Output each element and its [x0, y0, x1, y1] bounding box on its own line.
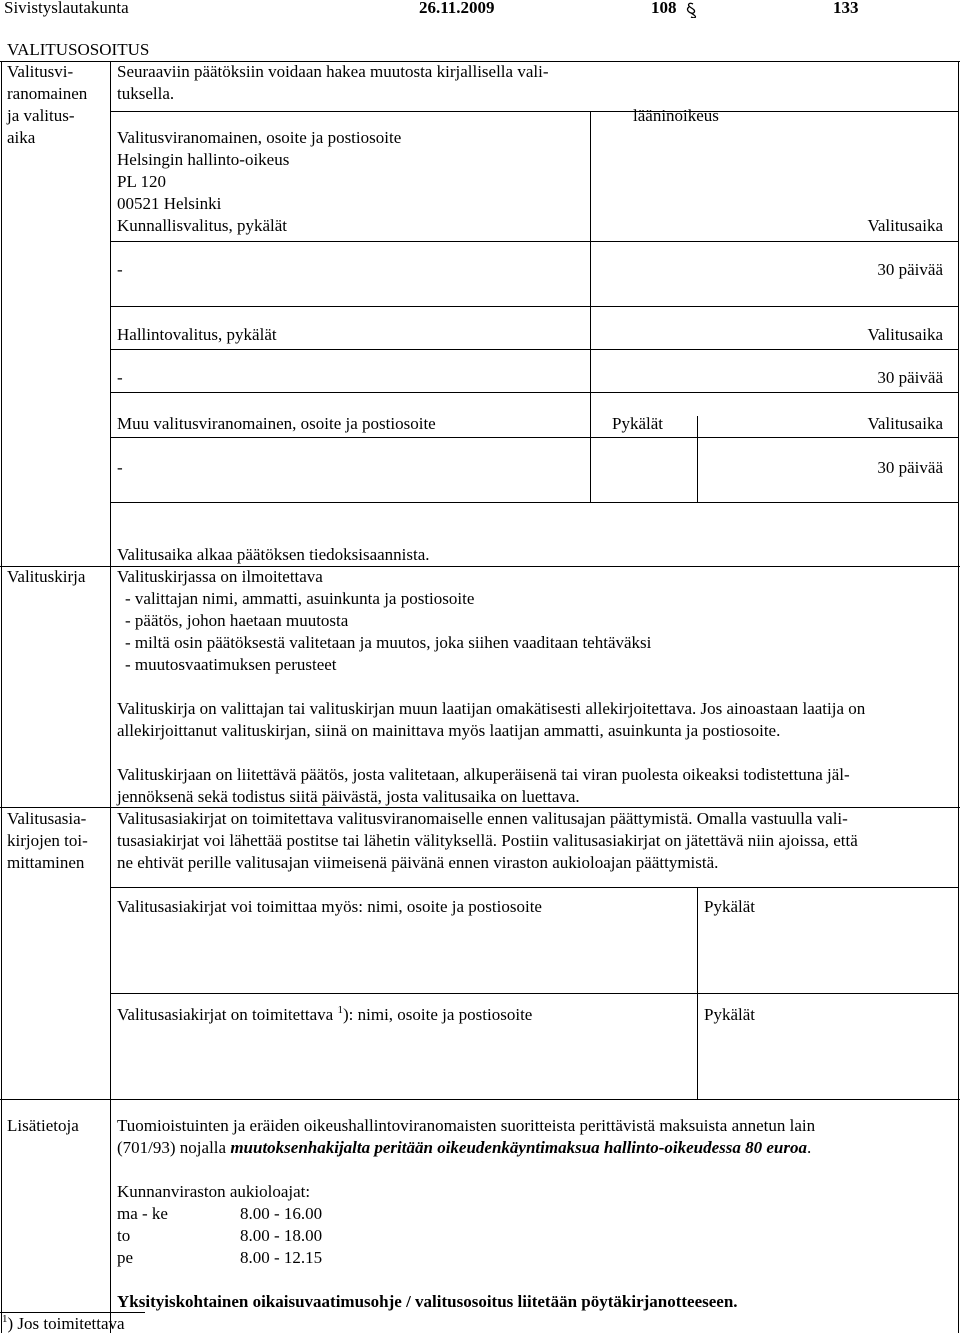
ohje-notice: Yksityiskohtainen oikaisuvaatimusohje / valitusosoitus liitetään pöytäkirjanotteeseen. [117, 1292, 738, 1311]
voi-toimittaa-pykalat: Pykälät [704, 897, 755, 916]
valituskirja-para1-line2: allekirjoittanut valituskirjan, siinä on mainittava myös laatijan ammatti, asuinkunta ja postiosoite. [117, 721, 781, 740]
muu-valitusaika-label: Valitusaika [867, 414, 943, 433]
hallinto-days: 30 päivää [877, 368, 943, 387]
rule-hallinto-bottom [110, 392, 958, 393]
toimittaminen-line3: ne ehtivät perille valitusajan viimeisenä päivänä ennen viraston aukioloajan päättymistä. [117, 853, 719, 872]
valituskirja-item-1: - valittajan nimi, ammatti, asuinkunta ja postiosoite [125, 589, 475, 608]
rule-muu-bottom [110, 502, 958, 503]
rule-section-3 [0, 807, 960, 808]
valitusaika-alkaa-note: Valitusaika alkaa päätöksen tiedoksisaannista. [117, 545, 430, 564]
s2-label: Valituskirja [7, 567, 86, 586]
s1-intro-line1: Seuraaviin päätöksiin voidaan hakea muutosta kirjallisella vali- [117, 62, 549, 81]
section-sign-icon [684, 2, 698, 18]
muu-days: 30 päivää [877, 458, 943, 477]
rule-kunnallis-bottom [110, 306, 958, 307]
s1-label-2: ranomainen [7, 84, 88, 103]
column-divider-inner [590, 111, 591, 502]
laaninoikeus-label: lääninoikeus [633, 106, 719, 125]
s3-label-3: mittaminen [7, 853, 85, 872]
hours-time-2: 8.00 - 18.00 [240, 1226, 323, 1245]
footnote-ref: 1 [337, 1004, 343, 1016]
header-org: Sivistyslautakunta [4, 0, 129, 17]
column-divider-s3 [697, 887, 698, 1099]
lisatietoja-line2: (701/93) nojalla muutoksenhakijalta peritään oikeudenkäyntimaksua hallinto-oikeudessa 80 euroa. [117, 1138, 812, 1157]
muu-pykalat-label: Pykälät [612, 414, 663, 433]
s3-label-2: kirjojen toi- [7, 831, 88, 850]
frame-right [958, 61, 959, 1333]
valituskirja-item-3: - miltä osin päätöksestä valitetaan ja muutos, joka siihen vaaditaan tehtäväksi [125, 633, 652, 652]
valituskirja-para2-line1: Valituskirjaan on liitettävä päätös, josta valitetaan, alkuperäisenä tai viran puolesta oikeaksi todistettuna jäl- [117, 765, 850, 784]
s4-label: Lisätietoja [7, 1116, 79, 1135]
footnote-rule [0, 1312, 145, 1313]
valituskirja-para1-line1: Valituskirja on valittajan tai valituskirjan muun laatijan omakätisesti allekirjoitettava. Jos ainoastaan laatija on [117, 699, 866, 718]
on-toimitettava-label: Valitusasiakirjat on toimitettava $^1$): nimi, osoite ja postiosoite [117, 1004, 533, 1024]
authority-name: Helsingin hallinto-oikeus [117, 150, 290, 169]
hours-time-3: 8.00 - 12.15 [240, 1248, 323, 1267]
rule-hallinto [110, 349, 958, 350]
hours-time-1: 8.00 - 16.00 [240, 1204, 323, 1223]
rule-voi [110, 887, 958, 888]
page-title: VALITUSOSOITUS [7, 40, 150, 59]
rule-kunnallis [110, 241, 958, 242]
voi-toimittaa-label: Valitusasiakirjat voi toimittaa myös: nimi, osoite ja postiosoite [117, 897, 542, 916]
frame-left [1, 61, 2, 1333]
hours-day-3: pe [117, 1248, 134, 1267]
kunnallis-valitusaika-label: Valitusaika [867, 216, 943, 235]
aukioloajat-title: Kunnanviraston aukioloajat: [117, 1182, 311, 1201]
s3-label-1: Valitusasia- [7, 809, 87, 828]
toimittaminen-line2: tusasiakirjat voi lähettää postitse tai lähetin välityksellä. Postiin valitusasiakirjat on jätettävä niin ajoissa, että [117, 831, 858, 850]
header-section: 108 [651, 0, 677, 17]
s1-label-1: Valitusvi- [7, 62, 74, 81]
hallinto-valitusaika-label: Valitusaika [867, 325, 943, 344]
muu-valitusviranomainen-label: Muu valitusviranomainen, osoite ja postiosoite [117, 414, 436, 433]
header-date: 26.11.2009 [419, 0, 495, 17]
valituskirja-item-4: - muutosvaatimuksen perusteet [125, 655, 337, 674]
valituskirja-item-2: - päätös, johon haetaan muutosta [125, 611, 349, 630]
hallinto-pykalat-value: - [117, 368, 123, 387]
column-divider [110, 61, 111, 1333]
s1-intro-line2: tuksella. [117, 84, 175, 103]
rule-section-4 [0, 1099, 960, 1100]
column-divider-pykalat [697, 416, 698, 502]
rule-authority-top [110, 111, 958, 112]
on-toimitettava-pykalat: Pykälät [704, 1005, 755, 1024]
header-page: 133 [833, 0, 859, 17]
footnote-text: $^1$) Jos toimitettava [2, 1313, 125, 1333]
s1-label-3: ja valitus- [7, 106, 75, 125]
lisatietoja-line1: Tuomioistuinten ja eräiden oikeushallintoviranomaisten suoritteista perittävistä maksuista annetun lain [117, 1116, 816, 1135]
valituskirja-intro: Valituskirjassa on ilmoitettava [117, 567, 323, 586]
authority-city: 00521 Helsinki [117, 194, 222, 213]
hours-day-2: to [117, 1226, 131, 1245]
hours-day-1: ma - ke [117, 1204, 168, 1223]
authority-po-box: PL 120 [117, 172, 166, 191]
rule-on [110, 993, 958, 994]
kunnallis-days: 30 päivää [877, 260, 943, 279]
muu-authority-value: - [117, 458, 123, 477]
rule-muu [110, 437, 958, 438]
kunnallis-pykalat-value: - [117, 260, 123, 279]
kunnallisvalitus-label: Kunnallisvalitus, pykälät [117, 216, 287, 235]
valituskirja-para2-line2: jennöksenä sekä todistus siitä päivästä, josta valitusaika on luettava. [117, 787, 580, 806]
toimittaminen-line1: Valitusasiakirjat on toimitettava valitusviranomaiselle ennen valitusajan päättymistä. Omalla vastuulla vali- [117, 809, 848, 828]
s1-label-4: aika [7, 128, 36, 147]
hallintovalitus-label: Hallintovalitus, pykälät [117, 325, 277, 344]
authority-header: Valitusviranomainen, osoite ja postiosoite [117, 128, 402, 147]
